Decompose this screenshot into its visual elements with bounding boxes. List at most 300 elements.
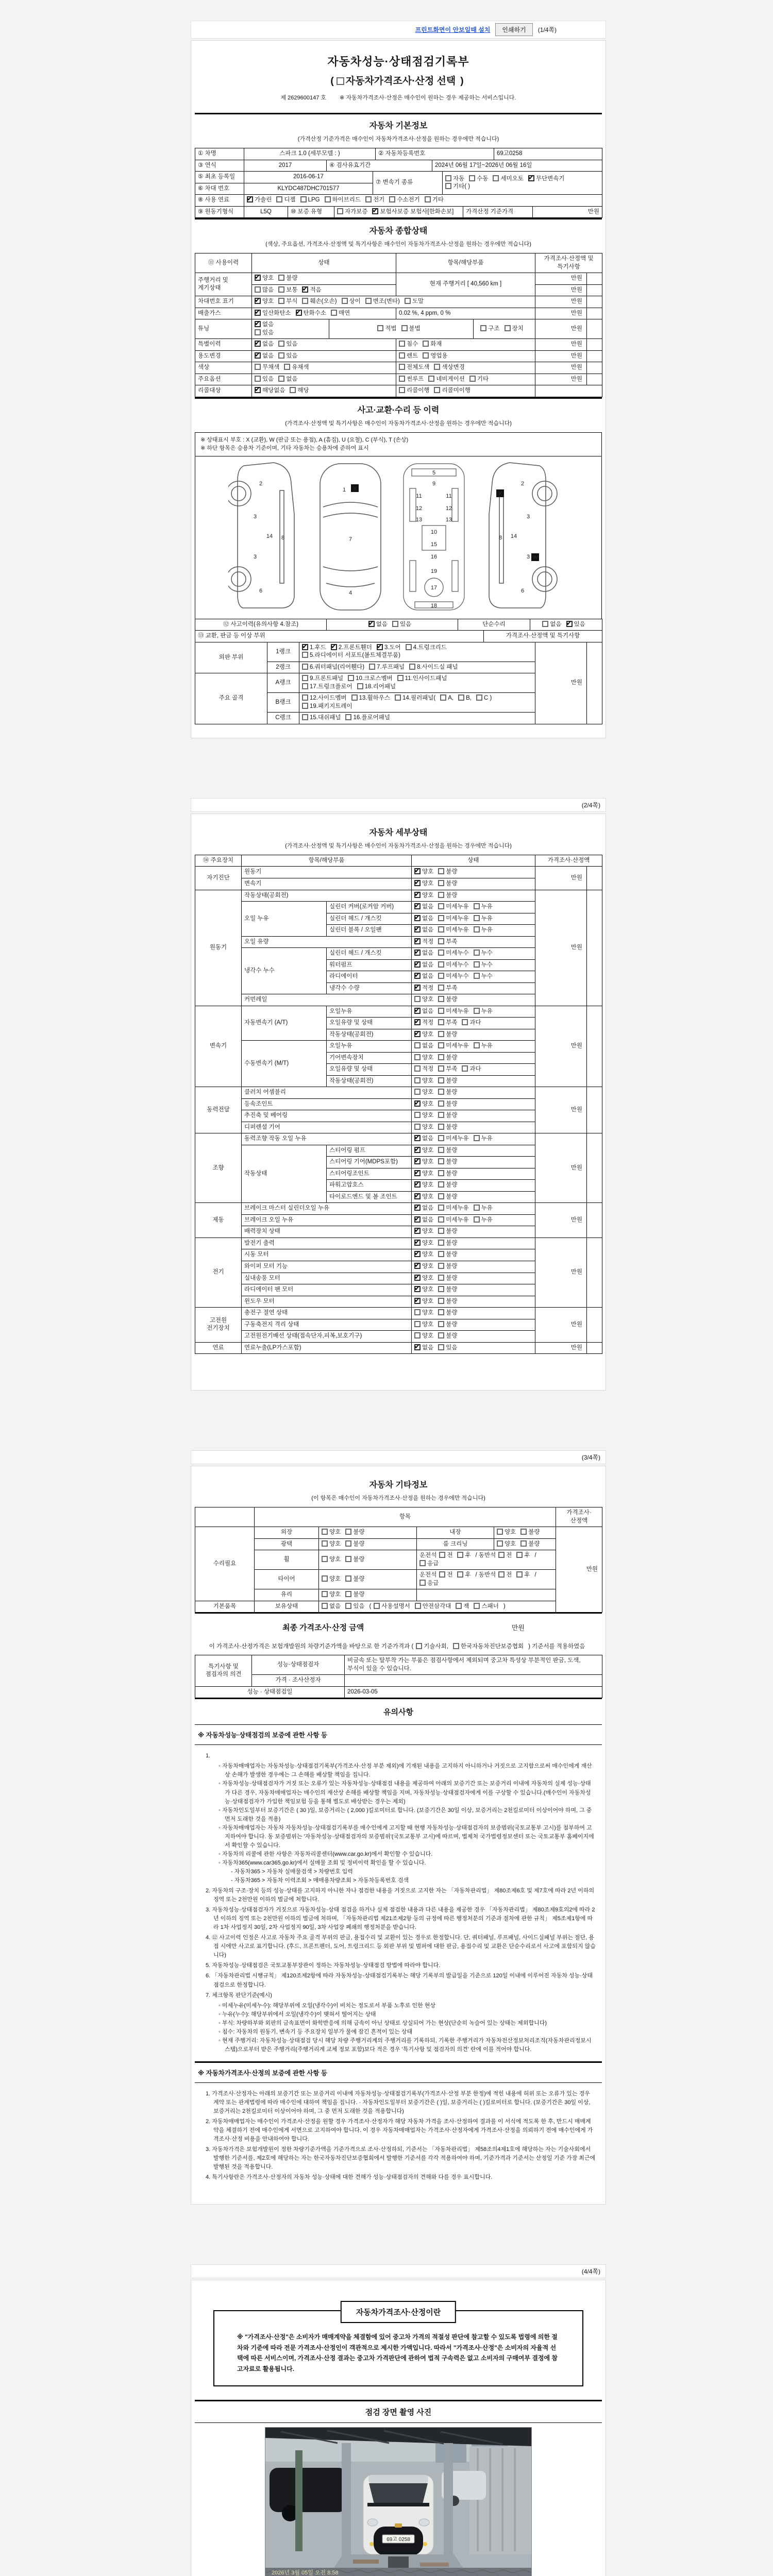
checkbox-option[interactable]: 불량 — [438, 1031, 457, 1039]
cell: 파워고압호스 — [327, 1180, 412, 1192]
cell: 타이어 — [255, 1570, 319, 1589]
exchange-head-row — [195, 630, 602, 642]
checkbox-option[interactable]: 미세누유 — [438, 1042, 468, 1050]
checked-box-icon — [414, 903, 421, 909]
checkbox-option[interactable]: 양호 — [414, 1332, 433, 1341]
checkbox-option[interactable]: 6.쿼터패널(리어휀다) — [302, 664, 364, 672]
checkbox-option[interactable]: 없음 — [542, 621, 561, 629]
checkbox-option[interactable]: 후 — [457, 1571, 470, 1580]
cell: 리콜대상 — [195, 385, 252, 397]
checkbox-option[interactable]: ✔1.후드 — [302, 644, 326, 652]
checkbox-option[interactable]: ✔ 양호 — [414, 1170, 433, 1178]
checkbox-option[interactable]: ✔ 3.도어 — [377, 644, 401, 652]
checkbox-option[interactable]: ✔ 가솔린 — [247, 196, 272, 205]
checkbox-option[interactable]: 양호 — [322, 1591, 341, 1599]
notice-sub-item: ◦ 부식: 차량하부와 외판의 금속표면이 화학반응에 의해 금속이 아닌 상태로 상실되어 가는 현상(단순히 녹슬어 있는 상태는 제외합니다) — [219, 2020, 547, 2026]
cell: 1랭크 — [267, 642, 299, 662]
checkbox-option[interactable]: 8.사이드실 패널 — [409, 664, 458, 672]
checkbox-option[interactable]: 매연 — [331, 310, 350, 318]
checkbox-option[interactable]: 도말 — [405, 298, 424, 306]
checkbox-option[interactable]: 누유 — [474, 926, 493, 935]
checkbox-option[interactable]: 부족 — [438, 1019, 457, 1027]
cell: 오일유량 및 상태 — [327, 1018, 412, 1029]
cell: ⑭ 주요장치 — [195, 855, 242, 867]
cell — [396, 374, 535, 385]
checkbox-option[interactable]: 침수 — [399, 341, 418, 349]
unchecked-box-icon — [302, 714, 308, 720]
checkbox-option[interactable]: 기타 — [425, 196, 444, 205]
checkbox-option[interactable]: 불량 — [520, 1540, 540, 1549]
checkbox-option[interactable]: ✔ 양호 — [414, 1240, 433, 1248]
notice-item: 1. — [206, 1753, 211, 1759]
checkbox-option[interactable]: 미세누수 — [438, 973, 468, 981]
cell — [412, 1331, 535, 1343]
checkbox-option[interactable]: ✔ 양호 — [414, 1100, 433, 1109]
unchecked-box-icon — [493, 175, 499, 181]
checkbox-option[interactable]: 미세누유 — [438, 1205, 468, 1213]
checkbox-option[interactable]: 양호 — [414, 1054, 433, 1062]
checkbox-option[interactable]: 적정 — [414, 1065, 433, 1074]
checkbox-option[interactable]: ✔ 양호 — [414, 1228, 433, 1236]
checkbox-option[interactable]: 없음 — [414, 1042, 433, 1050]
checkbox-option[interactable]: 불량 — [438, 1193, 457, 1201]
checkbox-option[interactable]: 유채색 — [284, 364, 309, 372]
notice2-heading: ※ 자동차가격조사·산정의 보증에 관한 사항 등 — [195, 2061, 602, 2083]
cell — [587, 867, 602, 890]
checkbox-option[interactable]: 기타 — [469, 376, 489, 384]
detail-head — [195, 821, 602, 855]
unchecked-box-icon — [414, 1332, 421, 1338]
checkbox-option[interactable]: 후 — [516, 1552, 530, 1560]
checkbox-option[interactable]: C ) — [476, 694, 492, 703]
checkbox-option[interactable]: ✔ 탄화수소 — [296, 310, 326, 318]
checkbox-option[interactable]: 미세누유 — [438, 1216, 468, 1225]
checkbox-option[interactable]: 18.리어패널 — [357, 683, 396, 691]
checkbox-option[interactable]: ✔양호 — [255, 275, 274, 283]
checkbox-option[interactable]: 불량 — [438, 1286, 457, 1294]
checkbox-option[interactable]: 보통 — [278, 286, 297, 295]
checkbox-option[interactable]: 불량 — [345, 1529, 364, 1537]
checkbox-option[interactable]: 양호 — [497, 1529, 516, 1537]
checked-box-icon — [255, 310, 261, 316]
checkbox-option[interactable]: 불법 — [401, 325, 421, 333]
cell: 광택 — [255, 1538, 319, 1550]
unchecked-box-icon — [438, 1309, 444, 1315]
checkbox-option[interactable]: ✔ 보험사보증 보험사[한화손보] — [372, 208, 453, 216]
checkbox-option[interactable]: ✔ 양호 — [255, 298, 274, 306]
checkbox-option[interactable]: 불량 — [438, 880, 457, 888]
checkbox-option[interactable]: 누수 — [474, 973, 493, 981]
checkbox-option[interactable]: ✔ 양호 — [414, 892, 433, 900]
cell: 가격산정 기준가격 — [463, 206, 533, 218]
checkbox-option[interactable]: 수소전기 — [389, 196, 419, 205]
checkbox-option[interactable]: ✔ 양호 — [414, 1263, 433, 1271]
checkbox-option[interactable]: ✔ 없음 — [414, 950, 433, 958]
checkbox-option[interactable]: 누수 — [474, 961, 493, 970]
cell: 유리 — [255, 1589, 319, 1601]
cell — [587, 642, 602, 724]
checkbox-option[interactable]: 전 — [439, 1571, 452, 1580]
checkbox-option[interactable]: ✔ 양호 — [414, 1251, 433, 1259]
checkbox-option[interactable]: 불량 — [438, 996, 457, 1004]
checkbox-option[interactable]: 응급 — [419, 1560, 439, 1568]
checkbox-option[interactable]: 양호 — [414, 996, 433, 1004]
page-2 — [191, 814, 606, 1391]
checkbox-option[interactable]: 11.인사이드패널 — [397, 675, 447, 683]
checkbox-option[interactable]: 10.크로스멤버 — [348, 675, 393, 683]
checkbox-option[interactable]: 4.트렁크리드 — [406, 644, 447, 652]
cell — [530, 619, 602, 631]
checkbox-option[interactable]: 전 — [498, 1552, 512, 1560]
checkbox-option[interactable]: 리콜미이행 — [434, 387, 470, 395]
checkbox-option[interactable]: 양호 — [414, 1077, 433, 1086]
checkbox-option[interactable]: 7.루프패널 — [369, 664, 405, 672]
checkbox-option[interactable]: 부족 — [438, 985, 457, 993]
checkbox-option[interactable]: 불량 — [438, 868, 457, 876]
unchecked-box-icon — [474, 1042, 480, 1048]
checkbox-option[interactable]: 불량 — [438, 1170, 457, 1178]
unchecked-box-icon — [416, 1643, 422, 1649]
panel-number: 3 — [526, 553, 530, 560]
checkbox-option[interactable]: 기술사회, — [416, 1642, 448, 1650]
checkbox-option[interactable]: 불량 — [438, 1181, 457, 1190]
checkbox-option[interactable]: 불량 — [438, 892, 457, 900]
checkbox-option[interactable]: ✔ 없음 — [414, 1135, 433, 1143]
checkbox-option[interactable]: 해당 — [290, 387, 309, 395]
checkbox-option[interactable]: ✔ 양호 — [414, 1298, 433, 1306]
checkbox-option[interactable]: 불량 — [438, 1112, 457, 1120]
checkbox-option[interactable]: ✔ 양호 — [414, 1193, 433, 1201]
checkbox-option[interactable]: ✔ 양호 — [414, 1286, 433, 1294]
checkbox-option[interactable]: 불량 — [345, 1540, 364, 1549]
checkbox-option[interactable]: 불량 — [438, 1100, 457, 1109]
checkbox-option[interactable]: 5.라디에이터 서포트(볼트체결부품) — [302, 652, 400, 660]
checkbox-option[interactable]: 양호 — [414, 1089, 433, 1097]
unchecked-box-icon — [414, 1089, 421, 1095]
checkbox-option[interactable]: 자동 — [445, 175, 464, 183]
checkbox-option[interactable]: B, — [458, 694, 472, 703]
unchecked-box-icon — [255, 364, 261, 370]
checkbox-option[interactable]: ✔ 일산화탄소 — [255, 310, 291, 318]
checkbox-option[interactable]: 렌트 — [399, 352, 418, 361]
checkbox-option[interactable]: 불량 — [438, 1089, 457, 1097]
checked-box-icon — [255, 387, 261, 393]
checkbox-option[interactable]: 적법 — [377, 325, 396, 333]
checkbox-option[interactable]: ✔ 있음 — [566, 621, 585, 629]
checkbox-option[interactable]: ✔ 2.프론트휀더 — [331, 644, 372, 652]
cell: 만원 — [535, 308, 587, 319]
checkbox-option[interactable]: A, — [440, 694, 453, 703]
checkbox-option[interactable]: 변조(변타) — [365, 298, 400, 306]
checkbox-option[interactable]: 색상변경 — [434, 364, 464, 372]
checkbox-option[interactable]: ✔ 없음 — [255, 352, 274, 361]
checkbox-option[interactable]: ✔없음 — [255, 321, 274, 329]
checkbox-option[interactable]: 후 — [516, 1571, 530, 1580]
checkbox-option[interactable]: 사용설명서 — [374, 1603, 410, 1611]
unchecked-box-icon — [345, 1556, 351, 1562]
checkbox-option[interactable]: 부족 — [438, 1065, 457, 1074]
cell — [396, 385, 535, 397]
checkbox-option[interactable]: 미세누수 — [438, 950, 468, 958]
page-4-indicator: (4/4쪽) — [191, 2264, 606, 2278]
notice-sub-item: ◦ 자동차의 리콜에 관한 사항은 자동차리콜센터(www.car.go.kr)에서 확인할 수 있습니다. — [219, 1851, 433, 1857]
inspection-photo-front-image — [265, 2428, 531, 2576]
cell — [252, 385, 396, 397]
checkbox-option[interactable]: 부족 — [438, 938, 457, 946]
car-diagram-image — [228, 460, 568, 614]
checkbox-option[interactable]: 응급 — [419, 1580, 439, 1588]
checked-box-icon — [414, 1344, 421, 1350]
cell: 상태 — [252, 253, 396, 273]
checkbox-option[interactable]: 불량 — [345, 1556, 364, 1564]
checkbox-option[interactable]: 13.휠하우스 — [351, 694, 390, 703]
checkbox-option[interactable]: 양호 — [497, 1540, 516, 1549]
cell — [412, 1018, 535, 1029]
final-price-note: 이 가격조사·산정가격은 보험개발원의 차량기준가액을 바탕으로 한 기준가격과 ( 기술사회, 한국자동차진단보증협회 ) 기준서를 적용하였음 — [195, 1642, 602, 1650]
unchecked-box-icon — [474, 950, 480, 956]
checkbox-option[interactable]: 미세누수 — [438, 961, 468, 970]
checkbox-option[interactable]: ✔ 없음 — [368, 621, 388, 629]
checkbox-option[interactable]: 있음 — [438, 1344, 457, 1352]
checkbox-option[interactable]: 누유 — [474, 915, 493, 923]
checkbox-option[interactable]: 불량 — [438, 1228, 457, 1236]
checked-box-icon — [414, 985, 421, 991]
checkbox-option[interactable]: 양호 — [322, 1540, 341, 1549]
checkbox-option[interactable]: 스패너 — [474, 1603, 498, 1611]
document-column — [191, 21, 606, 2576]
unchecked-box-icon — [345, 1603, 351, 1609]
checkbox-option[interactable]: 미세누유 — [438, 1135, 468, 1143]
cell: 자기진단 — [195, 867, 242, 890]
checkbox-option[interactable]: ✔ 무단변속기 — [528, 175, 565, 183]
checkbox-option[interactable]: 구조 — [480, 325, 499, 333]
checkbox-option[interactable]: 17.트렁크플로어 — [302, 683, 352, 691]
checkbox-option[interactable]: ✔ 양호 — [414, 1031, 433, 1039]
checkbox-option[interactable]: 불량 — [438, 1251, 457, 1259]
checkbox-option[interactable]: 양호 — [414, 1124, 433, 1132]
checkbox-option[interactable]: 한국자동차진단보증협회 — [453, 1642, 524, 1650]
checkbox-option[interactable]: ✔ 적정 — [414, 938, 433, 946]
checkbox-option[interactable]: 과다 — [462, 1019, 481, 1027]
checkbox-option[interactable]: 있음 — [278, 341, 297, 349]
checkbox-option[interactable]: ✔ 양호 — [414, 880, 433, 888]
cell: 2024년 06월 17일~2026년 06월 16일 — [432, 160, 602, 172]
checkbox-option[interactable]: 누유 — [474, 1135, 493, 1143]
checkbox-option[interactable]: ✔ 적정 — [414, 985, 433, 993]
checkbox-option[interactable]: 전체도색 — [399, 364, 429, 372]
checkbox-option[interactable]: ✔ 없음 — [414, 973, 433, 981]
checkbox-option[interactable]: 9.프론트패널 — [302, 675, 343, 683]
checkbox-option[interactable]: 있음 — [392, 621, 411, 629]
checkbox-option[interactable]: 후 — [457, 1552, 470, 1560]
checkbox-option[interactable]: 디젤 — [276, 196, 295, 205]
checkbox-option[interactable]: 있음 — [278, 352, 297, 361]
checkbox-option[interactable]: 14.필러패널( — [395, 694, 435, 703]
unchecked-box-icon — [438, 1170, 444, 1176]
basic-info-note: (가격산정 기준가격은 매수인이 자동차가격조사·산정을 원하는 경우에만 적습니다) — [297, 136, 499, 142]
cell: 항목 — [255, 1507, 556, 1527]
checkbox-option[interactable]: 무채색 — [255, 364, 279, 372]
checkbox-option[interactable]: ✔ 없음 — [414, 1216, 433, 1225]
cell — [412, 948, 535, 960]
checkbox-option[interactable]: 불량 — [438, 1321, 457, 1329]
cell: 타이로드엔드 및 볼 조인트 — [327, 1191, 412, 1203]
checkbox-option[interactable]: 하이브리드 — [325, 196, 361, 205]
unchecked-box-icon — [423, 341, 429, 347]
unchecked-box-icon — [438, 892, 444, 898]
checkbox-option[interactable]: 미세누유 — [438, 926, 468, 935]
checkbox-option[interactable]: 전 — [498, 1571, 512, 1580]
checkbox-option[interactable]: ✔ 양호 — [414, 868, 433, 876]
checkbox-option[interactable]: 없음 — [278, 376, 297, 384]
cell — [412, 1226, 535, 1238]
checkbox-option[interactable]: 양호 — [322, 1556, 341, 1564]
checkbox-option[interactable]: 불량 — [345, 1591, 364, 1599]
checkbox-option[interactable]: 12.사이드멤버 — [302, 694, 347, 703]
inspection-date-row-grid — [195, 1686, 602, 1699]
checkbox-option[interactable]: 불량 — [438, 1275, 457, 1283]
checkbox-option[interactable]: 불량 — [438, 1147, 457, 1155]
cell — [252, 350, 396, 362]
checkbox-option[interactable]: ✔ 없음 — [414, 1205, 433, 1213]
checkbox-option[interactable]: 많음 — [255, 286, 274, 295]
checkbox-option[interactable]: 네비게이션 — [428, 376, 465, 384]
checkbox-option[interactable]: 누유 — [474, 1008, 493, 1016]
checkbox-option[interactable]: 19.패키지트레이 — [302, 703, 352, 711]
checkbox-option[interactable]: 불량 — [520, 1529, 540, 1537]
checkbox-option[interactable]: 수동 — [469, 175, 488, 183]
checkbox-option[interactable]: ✔ 해당없음 — [255, 387, 285, 395]
checkbox-option[interactable]: 있음 — [345, 1603, 364, 1611]
checkbox-option[interactable]: ✔ 없음 — [414, 915, 433, 923]
unchecked-box-icon — [438, 1054, 444, 1060]
checkbox-option[interactable]: 불량 — [438, 1054, 457, 1062]
checkbox-option[interactable]: 양호 — [322, 1575, 341, 1584]
checkbox-option[interactable]: 있음 — [255, 376, 274, 384]
checkbox-option[interactable]: 불량 — [438, 1158, 457, 1166]
cell: 만원 — [535, 1133, 587, 1203]
checkbox-option[interactable]: 세미오토 — [493, 175, 523, 183]
checkbox-option[interactable]: ✔ 없음 — [414, 926, 433, 935]
unchecked-box-icon — [505, 325, 511, 331]
checkbox-option[interactable]: 불량 — [345, 1575, 364, 1584]
cell: 발전기 출력 — [242, 1238, 412, 1249]
checkbox-option[interactable]: 리콜이행 — [399, 387, 429, 395]
unchecked-box-icon — [342, 298, 348, 304]
checkbox-option[interactable]: 미세누유 — [438, 903, 468, 911]
checkbox-option[interactable]: 양호 — [414, 1112, 433, 1120]
checkbox-option[interactable]: 누유 — [474, 903, 493, 911]
checkbox-option[interactable]: 누유 — [474, 1042, 493, 1050]
unchecked-box-icon — [438, 1193, 444, 1199]
checkbox-option[interactable]: 과다 — [462, 1065, 481, 1074]
checkbox-option[interactable]: 잭 — [456, 1603, 469, 1611]
checkbox-option[interactable]: 불량 — [438, 1240, 457, 1248]
cell: 만원 — [535, 374, 587, 385]
checkbox-option[interactable]: 불량 — [438, 1298, 457, 1306]
unchecked-box-icon — [438, 926, 444, 933]
checkbox-option[interactable]: ✔ 적정 — [414, 1019, 433, 1027]
cell: A랭크 — [267, 673, 299, 693]
checkbox-option[interactable]: 상이 — [342, 298, 361, 306]
checkbox-option[interactable]: ✔ 양호 — [414, 1147, 433, 1155]
checkbox-option[interactable]: 영업용 — [423, 352, 447, 361]
checkbox-option[interactable]: 불량 — [438, 1263, 457, 1271]
checkbox-option[interactable]: ✔ 양호 — [414, 1158, 433, 1166]
print-helper-install-link[interactable]: 프린트화면이 안보일때 설치 — [415, 26, 491, 33]
checkbox-option[interactable]: 불량 — [438, 1077, 457, 1086]
checkbox-option[interactable]: 훼손(오손) — [302, 298, 337, 306]
checked-box-icon — [414, 1205, 421, 1211]
checkbox-option[interactable]: 양호 — [414, 1309, 433, 1317]
checkbox-option[interactable]: 양호 — [414, 1321, 433, 1329]
checkbox-option[interactable]: ✔ 없음 — [414, 1344, 433, 1352]
page-gap — [191, 738, 606, 798]
cell — [587, 319, 602, 339]
checkbox-option[interactable]: ✔ 양호 — [414, 1181, 433, 1190]
checkbox-option[interactable]: 화재 — [423, 341, 442, 349]
cell: 외판 부위 — [195, 642, 267, 673]
cell — [587, 308, 602, 319]
checkbox-option[interactable]: 불량 — [278, 275, 297, 283]
cell: 브레이크 마스터 실린더오일 누유 — [242, 1203, 412, 1215]
checkbox-option[interactable]: 안전삼각대 — [415, 1603, 451, 1611]
checkbox-option[interactable]: 불량 — [438, 1124, 457, 1132]
checkbox-option[interactable]: 불량 — [438, 1309, 457, 1317]
checkbox-option[interactable]: ✔ 양호 — [414, 1275, 433, 1283]
unchecked-box-icon — [302, 675, 308, 681]
checkbox-option[interactable]: 누유 — [474, 1205, 493, 1213]
checkbox-option[interactable]: 자가보증 — [337, 208, 367, 216]
cell: 커먼레일 — [242, 994, 412, 1006]
checkbox-option[interactable]: 15.대쉬패널 — [302, 714, 341, 722]
checkbox-option[interactable]: 전 — [439, 1552, 452, 1560]
checkbox-option[interactable]: ✔ 없음 — [414, 903, 433, 911]
checkbox-option[interactable]: 썬루프 — [399, 376, 424, 384]
valuation-explain-text: ※ "가격조사·산정"은 소비자가 매매계약을 체결함에 있어 중고차 가격의 적절성 판단에 참고할 수 있도록 법령에 의한 절차와 기준에 따라 전문 가격조사·산정인이 객관적으로 제시한 가액입니다. 따라서 "가격조사·산정"은 소비자의 자율적 선택에 따른 서비스이며, 가격조사·산정 결과는 중고차 가격판단에 관하여 법적 구속력은 없고 소비자의 구매여부 결정에 참고자료로 활용됩니다. — [237, 2333, 558, 2372]
cell: 외장 — [255, 1527, 319, 1539]
checkbox-option[interactable]: 미세누유 — [438, 1008, 468, 1016]
notice-item: 5. 자동차성능·상태점검은 국토교통부장관이 정하는 자동차성능·상태점검 방법에 따라야 합니다. — [206, 1962, 441, 1969]
checkbox-option[interactable]: 누수 — [474, 950, 493, 958]
checkbox-option[interactable]: 부식 — [278, 298, 297, 306]
checkbox-option[interactable]: 있음 — [255, 329, 274, 337]
checkbox-option[interactable]: 16.플로어패널 — [345, 714, 390, 722]
checkbox-option[interactable]: 누유 — [474, 1216, 493, 1225]
legend-line-2: ※ 하단 항목은 승용차 기준이며, 기타 자동차는 승용차에 준하여 표시 — [200, 445, 369, 452]
checkbox-option[interactable]: 기타( ) — [445, 183, 470, 191]
print-toolbar — [191, 21, 606, 39]
checkbox-option[interactable]: 장치 — [505, 325, 524, 333]
cell — [412, 1319, 535, 1331]
checkbox-option[interactable]: 전기 — [365, 196, 384, 205]
unchecked-box-icon — [438, 1286, 444, 1292]
checkbox-option[interactable]: 불량 — [438, 1332, 457, 1341]
misc-table-grid — [195, 1507, 602, 1613]
checkbox-option[interactable]: LPG — [300, 196, 320, 205]
checkbox-option[interactable]: ✔ 적음 — [302, 286, 321, 295]
checkbox-option[interactable]: 양호 — [322, 1529, 341, 1537]
checkbox-option[interactable]: ✔ 없음 — [414, 961, 433, 970]
checkbox-option[interactable]: 없음 — [322, 1603, 341, 1611]
print-button[interactable]: 인쇄하기 — [495, 23, 532, 36]
checkbox-option[interactable]: 미세누유 — [438, 915, 468, 923]
cell: 용도변경 — [195, 350, 252, 362]
notice-sub-item: ◦ 미세누유(미세누수): 해당부위에 오일(냉각수)이 비치는 정도로서 부품 노후로 인한 현상 — [219, 2002, 436, 2009]
checkbox-option[interactable]: ✔ 없음 — [255, 341, 274, 349]
checkbox-option[interactable]: ✔ 없음 — [414, 1008, 433, 1016]
checkbox-option[interactable]: 자동차가격조사·산정 선택 — [337, 73, 456, 87]
